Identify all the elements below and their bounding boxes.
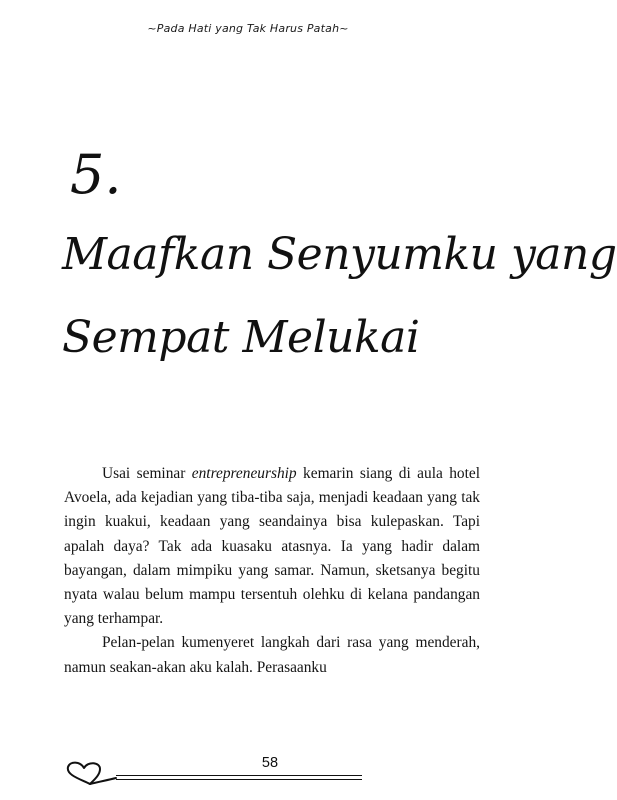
paragraph-2: Pelan-pelan kumenyeret langkah dari rasa yang menderah, namun seakan-akan aku kalah. Perasaanku <box>64 634 480 676</box>
page-number: 58 <box>261 755 279 771</box>
running-header: ~Pada Hati yang Tak Harus Patah~ <box>147 22 349 35</box>
paragraph-1-start: Usai seminar <box>102 465 192 482</box>
page-footer <box>0 752 496 792</box>
chapter-title-line-1: Maafkan Senyumku yang <box>62 229 617 280</box>
paragraph-1-emphasis: entrepreneurship <box>191 465 297 482</box>
heart-outline-icon <box>60 758 116 788</box>
body-text <box>64 462 480 680</box>
paragraph-1-rest: kemarin siang di aula hotel Avoela, ada kejadian yang tiba-tiba saja, menjadi keadaan yang tak ingin kuakui, keadaan yang seandainya bisa kulepaskan. Tapi apalah daya? Tak ada kuasaku atasnya. Ia yang hadir dalam bayangan, dalam mimpiku yang samar. Namun, sketsanya begitu nyata walau belum mampu tersentuh olehku di kelana pandangan yang terhampar. <box>64 465 480 628</box>
chapter-title-line-2: Sempat Melukai <box>62 312 420 363</box>
footer-rule-bottom <box>116 779 362 780</box>
footer-rule-top <box>116 775 362 776</box>
chapter-number: 5. <box>70 143 122 206</box>
paragraph-1 <box>64 462 480 631</box>
